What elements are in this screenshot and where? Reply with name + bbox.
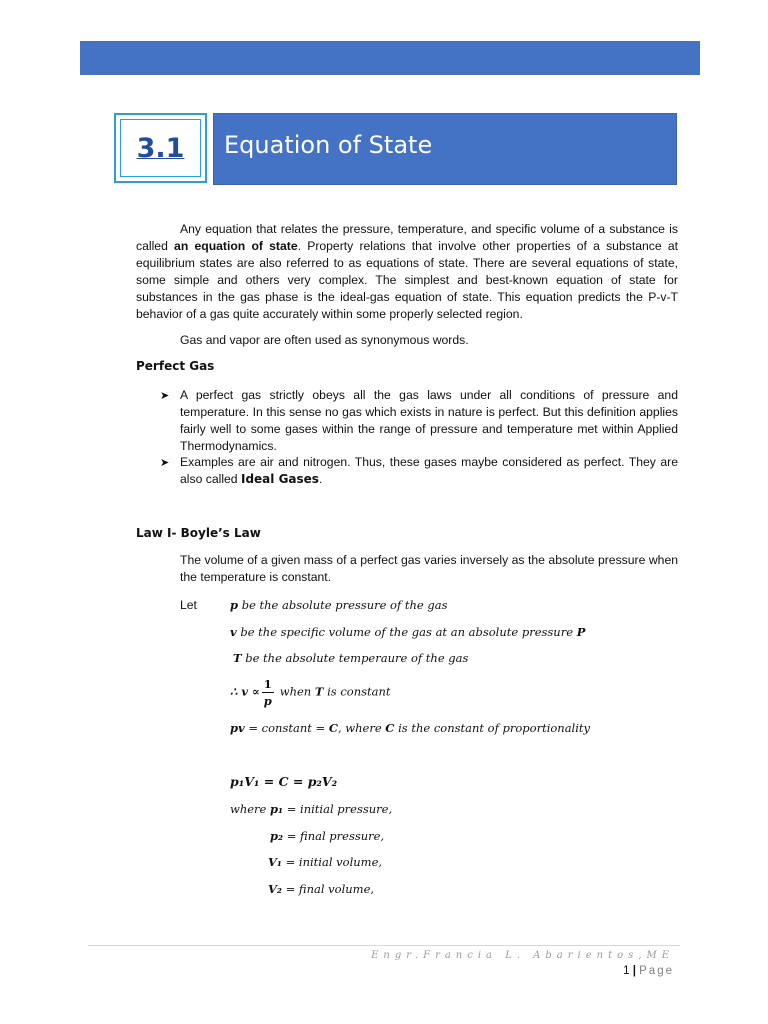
boyle-equation: p₁V₁ = C = p₂V₂ [230, 774, 338, 789]
synonym-paragraph: Gas and vapor are often used as synonymous words. [180, 333, 469, 347]
where-p2: p₂ = final pressure, [270, 829, 385, 843]
section-title: Equation of State [224, 131, 433, 159]
constant-equation: pv = constant = C, where C is the constant of proportionality [230, 721, 591, 735]
where-V1: V₁ = initial volume, [268, 855, 383, 869]
footer-author: Engr.Francia L. Abarientos,ME [371, 950, 674, 961]
proportionality-equation: ∴ v ∝ $\frac{1}{p}$ when T is constant [230, 677, 391, 708]
bullet-item: Examples are air and nitrogen. Thus, these gases maybe considered as perfect. They are also called Ideal Gases. [180, 455, 678, 486]
boyle-law-heading: Law I- Boyle’s Law [136, 526, 261, 540]
intro-paragraph: Any equation that relates the pressure, temperature, and specific volume of a substance is called an equation of state. Property relations that involve other properties of a substance at equilibrium states are also referred to as equations of state. There are several equations of state, some simple and others very complex. The simplest and best-known equation of state for substances in the gas phase is the ideal-gas equation of state. This equation predicts the P-v-T behavior of a gas quite accurately within some properly selected region. [136, 222, 679, 321]
bullet-item: A perfect gas strictly obeys all the gas laws under all conditions of pressure and temperature. In this sense no gas which exists in nature is perfect. But this definition applies fairly well to some gases within the range of pressure and temperature met within Applied Thermodynamics. [180, 388, 678, 453]
boyle-law-statement: The volume of a given mass of a perfect gas varies inversely as the absolute pressure when the temperature is constant. [180, 553, 678, 584]
arrow-bullet-icon: ➤ [160, 457, 170, 469]
definition-v: v be the specific volume of the gas at an absolute pressure P [230, 625, 586, 639]
header-bar [80, 41, 700, 75]
arrow-bullet-icon: ➤ [160, 390, 170, 402]
page-number: 1 | Page [623, 965, 674, 977]
let-label: Let [180, 598, 197, 612]
definition-p: p be the absolute pressure of the gas [230, 598, 448, 612]
where-V2: V₂ = final volume, [268, 882, 375, 896]
section-number-box [114, 113, 207, 183]
definition-T: T be the absolute temperaure of the gas [233, 651, 469, 665]
perfect-gas-heading: Perfect Gas [136, 359, 215, 373]
footer-divider [88, 945, 680, 946]
section-title-box [213, 113, 677, 185]
section-number: 3.1 [136, 132, 185, 164]
where-p1: where p₁ = initial pressure, [230, 802, 393, 816]
